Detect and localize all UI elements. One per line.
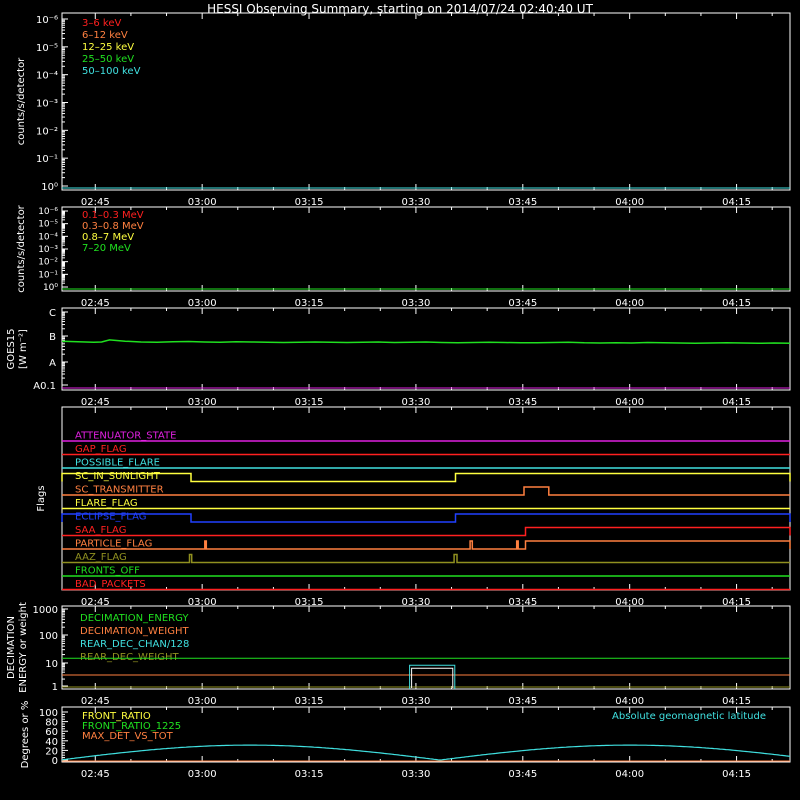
- x-tick-label: 03:15: [294, 397, 324, 408]
- x-tick-label: 03:15: [294, 696, 324, 707]
- flag-trace: [62, 538, 790, 550]
- flag-trace: [62, 528, 790, 536]
- x-tick-label: 04:15: [722, 769, 751, 780]
- y-axis-label-units: [W m⁻²]: [18, 329, 29, 369]
- goes-flux-line: [62, 340, 790, 343]
- x-tick-label: 03:30: [401, 298, 431, 309]
- flag-row-eclipse-flag: [62, 512, 790, 523]
- x-tick-label: 02:45: [80, 696, 110, 707]
- geomagnetic-latitude-line: [62, 745, 790, 760]
- x-tick-label: 04:15: [722, 298, 751, 309]
- latitude-annotation: Absolute geomagnetic latitude: [612, 711, 766, 722]
- y-tick-label: 10⁻²: [38, 257, 58, 268]
- y-axis-label: GOES15: [6, 328, 17, 370]
- y-tick-label: 80: [45, 717, 58, 729]
- flag-row-fronts-off: [62, 566, 790, 577]
- flag-trace: [62, 555, 790, 563]
- y-axis-label: DECIMATION: [6, 615, 17, 680]
- y-tick-label: 10⁻³: [35, 98, 58, 110]
- flag-row-particle-flag: [62, 539, 790, 550]
- y-tick-label: 10⁻¹: [35, 154, 58, 166]
- flag-label: ATTENUATOR_STATE: [75, 430, 177, 442]
- flag-label: PARTICLE_FLAG: [75, 538, 153, 550]
- panel-frame-2: [62, 207, 790, 291]
- legend-entry: MAX_DET_VS_TOT: [82, 731, 173, 742]
- flag-label: SC_TRANSMITTER: [75, 484, 164, 496]
- flag-row-flare-flag: [62, 498, 790, 509]
- flag-label: SAA_FLAG: [75, 525, 127, 536]
- flag-label: GAP_FLAG: [75, 444, 127, 455]
- flag-label: ECLIPSE_FLAG: [75, 511, 147, 523]
- x-tick-label: 03:45: [508, 298, 538, 309]
- figure-title: HESSI Observing Summary, starting on 2014/07/24 02:40:40 UT: [207, 2, 593, 16]
- x-tick-label: 03:15: [294, 197, 324, 208]
- y-tick-label: 10⁻⁶: [35, 15, 58, 26]
- y-tick-label: 10⁰: [41, 182, 58, 193]
- y-axis-label: Flags: [36, 485, 47, 512]
- flag-row-bad-packets: [62, 579, 790, 590]
- y-tick-label: 10⁻²: [35, 126, 58, 138]
- x-tick-label: 03:30: [401, 397, 431, 408]
- flag-label: AAZ_FLAG: [75, 552, 127, 563]
- flag-row-attenuator-state: [62, 431, 790, 442]
- legend-entry: 25–50 keV: [82, 54, 135, 65]
- x-tick-label: 04:15: [722, 397, 751, 408]
- y-axis-label: counts/s/detector: [16, 57, 27, 146]
- y-tick-label: 60: [45, 727, 58, 739]
- y-tick-label: C: [49, 308, 56, 319]
- y-tick-label: A0.1: [33, 381, 56, 392]
- y-tick-label: 10⁻⁶: [38, 207, 58, 217]
- x-tick-label: 03:00: [187, 597, 217, 608]
- legend-entry: 12–25 keV: [82, 42, 135, 53]
- flag-row-gap-flag: [62, 444, 790, 455]
- flag-trace: [62, 511, 790, 523]
- x-tick-label: 04:15: [722, 696, 751, 707]
- y-tick-label: 40: [45, 736, 58, 748]
- x-tick-label: 03:45: [508, 397, 538, 408]
- x-tick-label: 03:30: [401, 197, 431, 208]
- legend-entry: FRONT_RATIO_1225: [82, 721, 182, 732]
- legend-entry: DECIMATION_ENERGY: [80, 613, 189, 624]
- legend-entry: 0.8–7 MeV: [82, 232, 135, 243]
- flag-label: SC_IN_SUNLIGHT: [75, 471, 160, 482]
- x-tick-label: 02:45: [80, 298, 110, 309]
- x-tick-label: 03:45: [508, 597, 538, 608]
- x-tick-label: 03:15: [294, 597, 324, 608]
- y-tick-label: B: [49, 332, 56, 343]
- y-axis-label-2: ENERGY or weight: [18, 602, 29, 693]
- legend-entry: 3–6 keV: [82, 18, 122, 29]
- x-tick-label: 04:00: [615, 696, 645, 707]
- x-tick-label: 02:45: [80, 597, 110, 608]
- y-tick-label: 10⁻³: [38, 245, 58, 255]
- legend-entry: FRONT_RATIO: [82, 711, 151, 722]
- flag-row-sc-in-sunlight: [62, 471, 790, 482]
- x-tick-label: 03:45: [508, 696, 538, 707]
- rear-dec-chan-pulse-inner: [412, 668, 453, 688]
- y-tick-label: 10⁰: [42, 283, 58, 293]
- panel-frame-3: [62, 308, 790, 390]
- x-tick-label: 02:45: [80, 197, 110, 208]
- x-tick-label: 04:00: [615, 597, 645, 608]
- flag-label: BAD_PACKETS: [75, 579, 146, 590]
- x-tick-label: 04:15: [722, 197, 751, 208]
- legend-entry: 7–20 MeV: [82, 243, 131, 254]
- x-tick-label: 04:15: [722, 597, 751, 608]
- y-tick-label: 10⁻⁵: [38, 219, 58, 230]
- flag-trace: [62, 474, 790, 482]
- y-axis-label: counts/s/detector: [16, 205, 27, 293]
- x-tick-label: 04:00: [615, 197, 645, 208]
- x-tick-label: 03:00: [187, 298, 217, 309]
- x-tick-label: 03:00: [187, 197, 217, 208]
- panel-frame-1: [62, 13, 790, 190]
- y-tick-label: 10⁻¹: [38, 270, 58, 281]
- y-axis-label: Degrees or %: [20, 700, 31, 769]
- x-tick-label: 03:45: [508, 197, 538, 208]
- legend-entry: 0.1–0.3 MeV: [82, 210, 144, 221]
- flag-trace: [62, 484, 790, 496]
- flag-label: POSSIBLE_FLARE: [75, 457, 160, 469]
- flag-row-possible-flare: [62, 458, 790, 469]
- y-tick-label: 1: [51, 682, 58, 693]
- legend-entry: REAR_DEC_WEIGHT: [80, 652, 179, 663]
- legend-entry: 0.3–0.8 MeV: [82, 221, 144, 232]
- y-tick-label: 10: [45, 659, 58, 670]
- x-tick-label: 03:00: [187, 696, 217, 707]
- x-tick-label: 04:00: [615, 397, 645, 408]
- y-tick-label: 0: [51, 756, 58, 767]
- x-tick-label: 03:00: [187, 397, 217, 408]
- y-tick-label: A: [49, 358, 56, 369]
- x-tick-label: 03:15: [294, 769, 324, 780]
- y-tick-label: 100: [38, 708, 58, 719]
- y-tick-label: 20: [45, 746, 58, 758]
- flag-row-saa-flag: [62, 525, 790, 536]
- y-tick-label: 100: [38, 631, 58, 642]
- legend-entry: DECIMATION_WEIGHT: [80, 626, 189, 637]
- x-tick-label: 04:00: [615, 769, 645, 780]
- x-tick-label: 03:30: [401, 769, 431, 780]
- x-tick-label: 03:30: [401, 597, 431, 608]
- flag-label: FRONTS_OFF: [75, 565, 140, 577]
- y-tick-label: 10⁻⁴: [35, 70, 58, 82]
- legend-entry: 50–100 keV: [82, 66, 141, 77]
- x-tick-label: 03:00: [187, 769, 217, 780]
- x-tick-label: 03:45: [508, 769, 538, 780]
- y-tick-label: 10⁻⁴: [38, 232, 58, 243]
- flag-row-sc-transmitter: [62, 485, 790, 496]
- y-tick-label: 10⁻⁵: [35, 42, 58, 54]
- x-tick-label: 02:45: [80, 397, 110, 408]
- x-tick-label: 02:45: [80, 769, 110, 780]
- flag-row-aaz-flag: [62, 552, 790, 563]
- x-tick-label: 03:30: [401, 696, 431, 707]
- x-tick-label: 03:15: [294, 298, 324, 309]
- y-tick-label: 1000: [32, 605, 58, 616]
- legend-entry: 6–12 keV: [82, 30, 128, 41]
- x-tick-label: 04:00: [615, 298, 645, 309]
- flag-label: FLARE_FLAG: [75, 498, 138, 509]
- legend-entry: REAR_DEC_CHAN/128: [80, 639, 190, 650]
